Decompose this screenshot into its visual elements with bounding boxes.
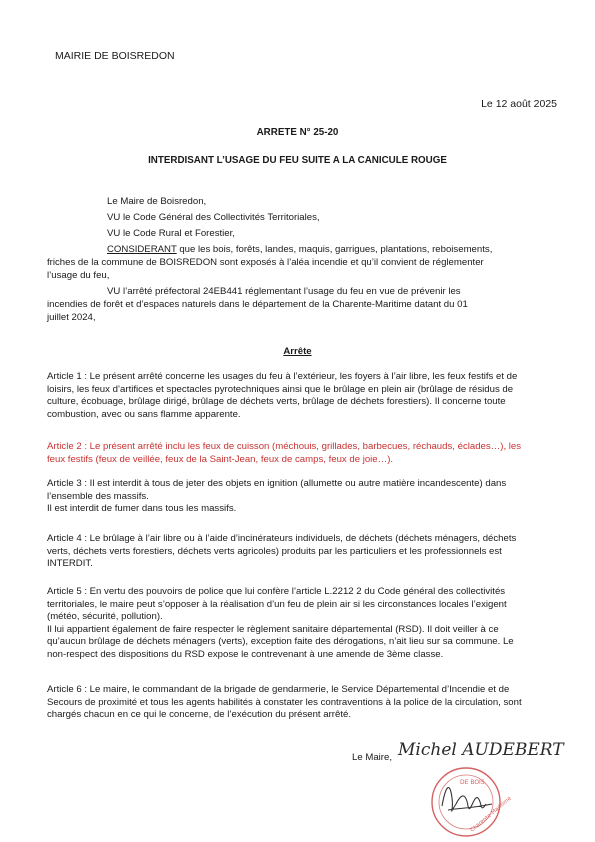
article-6-line: Secours de proximité et tous les agents habilités à constater les contraventions à la police de la circulation, sont xyxy=(47,696,522,708)
article-5-line: (météo, sécurité, pollution). xyxy=(47,611,163,622)
handwritten-mayor-name: Michel AUDEBERT xyxy=(398,740,564,760)
preamble-mayor: Le Maire de Boisredon, xyxy=(107,196,207,207)
decree-number: ARRETE N° 25-20 xyxy=(256,127,339,138)
article-1-line: Article 1 : Le présent arrêté concerne les usages du feu à l’extérieur, les foyers à l’air libre, les feux festifs et de xyxy=(47,371,518,382)
preamble-vu-arrete-line-3: juillet 2024, xyxy=(47,312,96,323)
preamble-vu-arrete-line-2: incendies de forêt et d’espaces naturels dans le département de la Charente-Maritime datant du 01 xyxy=(47,299,468,310)
article-5 xyxy=(47,586,514,661)
official-seal xyxy=(412,764,520,840)
article-1-line: loisirs, les feux d’artifices et spectacles pyrotechniques ainsi que le brûlage en plein air (brûlage de résidus de xyxy=(47,383,514,395)
article-5-line: Article 5 : En vertu des pouvoirs de police que lui confère l’article L.2212 2 du Code général des collectivités xyxy=(47,586,506,597)
article-2-line: Article 2 : Le présent arrêté inclu les feux de cuisson (méchouis, grillades, barbecues, réchauds, éclades…), les xyxy=(47,441,522,452)
article-1-line: combustion, avec ou sans flamme apparente. xyxy=(47,408,241,420)
article-5-line: Il lui appartient également de faire respecter le règlement sanitaire départemental (RSD). Il doit veiller à ce xyxy=(47,623,499,635)
preamble-considerant-line-3: l’usage du feu, xyxy=(47,270,110,281)
article-3-line: l’ensemble des massifs. xyxy=(47,490,149,502)
article-5-line: qu’aucun brûlage de déchets ménagers (verts), exception faite des dérogations, n’ait lieu sur sa commune. Le xyxy=(47,636,514,647)
article-4-line: verts, déchets verts forestiers, déchets verts agricoles) produits par les particuliers et les professionnels est xyxy=(47,545,502,557)
decree-subject: INTERDISANT L’USAGE DU FEU SUITE A LA CANICULE ROUGE xyxy=(148,155,447,166)
municipality-header: MAIRIE DE BOISREDON xyxy=(55,50,175,62)
article-4 xyxy=(47,533,516,571)
article-2-line: feux festifs (feux de veillée, feux de la Saint-Jean, feux de camps, feux de joie…). xyxy=(47,453,394,465)
signature-scribble xyxy=(442,788,492,812)
article-6-line: chargés chacun en ce qui le concerne, de l’exécution du présent arrêté. xyxy=(47,709,351,720)
article-5-line: non-respect des dispositions du RSD expose le contrevenant à une amende de 3ème classe. xyxy=(47,648,444,660)
preamble-considerant-line-2: friches de la commune de BOISREDON sont exposés à l’aléa incendie et qu’il convient de réglementer xyxy=(47,257,484,268)
article-3 xyxy=(47,478,506,516)
article-5-line: territoriales, le maire peut s’opposer à la réalisation d’un feu de plein air si les circonstances locales l’exigent xyxy=(47,598,507,610)
article-4-line: Article 4 : Le brûlage à l’air libre ou à l’aide d’incinérateurs individuels, de déchets (déchets ménagers, déchets xyxy=(47,533,517,544)
article-4-line: INTERDIT. xyxy=(47,558,93,569)
preamble-vu-code-rural: VU le Code Rural et Forestier, xyxy=(107,228,235,239)
article-2 xyxy=(47,441,521,466)
considerant-text: que les bois, forêts, landes, maquis, garrigues, plantations, reboisements, xyxy=(176,244,493,255)
article-6 xyxy=(47,684,522,722)
arrete-heading: Arrête xyxy=(283,346,312,357)
preamble-considerant-line-1 xyxy=(107,244,492,257)
signature-label: Le Maire, xyxy=(352,752,392,763)
preamble-vu-arrete-line-1: VU l’arrêté préfectoral 24EB441 réglementant l’usage du feu en vue de prévenir les xyxy=(107,286,461,297)
article-3-line: Article 3 : Il est interdit à tous de jeter des objets en ignition (allumette ou autre matière incandescente) dans xyxy=(47,478,507,489)
seal-top-text: DE BOIS xyxy=(460,779,485,786)
document-date: Le 12 août 2025 xyxy=(481,98,557,110)
article-1 xyxy=(47,371,517,421)
article-6-line: Article 6 : Le maire, le commandant de la brigade de gendarmerie, le Service Départemental d’Incendie et de xyxy=(47,684,510,695)
considerant-keyword: CONSIDERANT xyxy=(107,244,177,255)
preamble-vu-cgct: VU le Code Général des Collectivités Territoriales, xyxy=(107,212,320,223)
seal-bottom-text: Charente-Maritime xyxy=(469,795,513,834)
article-1-line: culture, écobuage, brûlage dirigé, brûlage de déchets verts, brûlage de déchets forestiers). Il concerne toute xyxy=(47,396,506,407)
article-3-line: Il est interdit de fumer dans tous les massifs. xyxy=(47,503,237,514)
